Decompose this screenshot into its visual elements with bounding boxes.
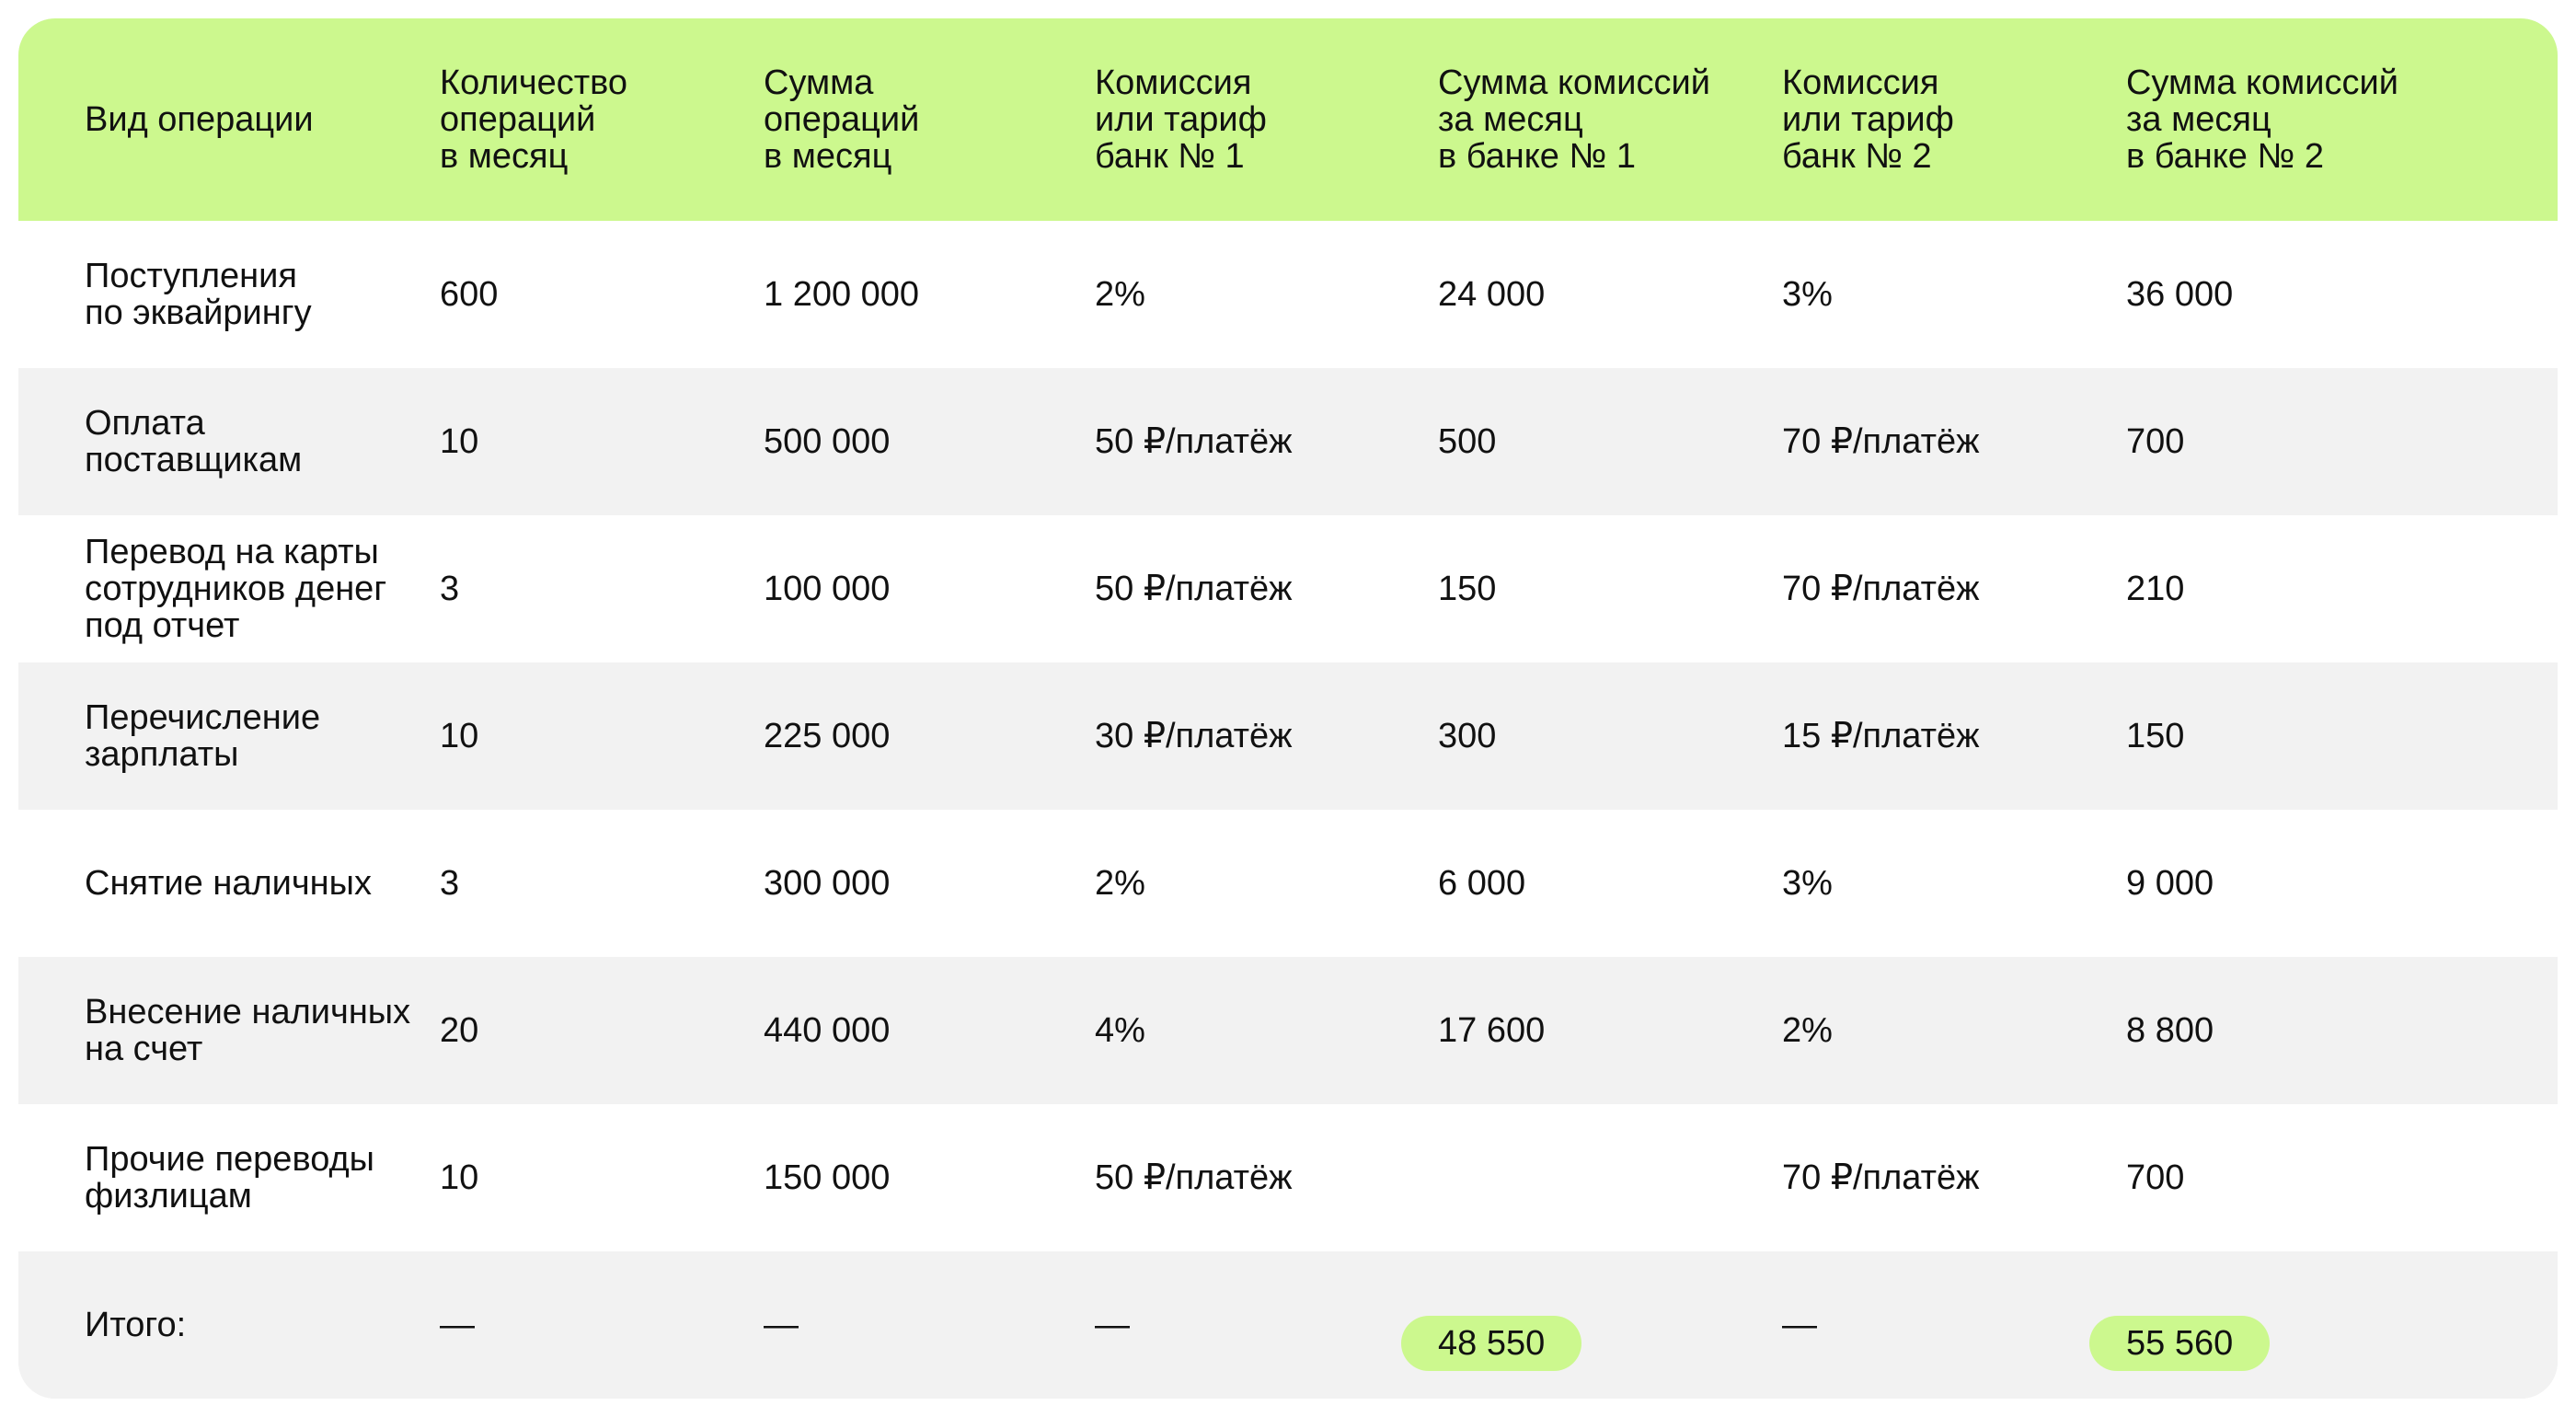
cell-sum: 440 000 <box>764 1011 891 1050</box>
cell-sum: 1 200 000 <box>764 275 920 314</box>
cell-total-bank-2: 8 800 <box>2126 1011 2214 1050</box>
cell-sum: 150 000 <box>764 1158 891 1197</box>
totals-sum: — <box>764 1306 799 1344</box>
cell-fee-bank-1: 2% <box>1095 864 1145 903</box>
header-operation-type: Вид операции <box>85 100 314 139</box>
cell-total-bank-1: 24 000 <box>1438 275 1546 314</box>
cell-fee-bank-2: 70 ₽/платёж <box>1782 570 1980 608</box>
cell-total-bank-2: 9 000 <box>2126 864 2214 903</box>
cell-fee-bank-1: 50 ₽/платёж <box>1095 422 1293 461</box>
cell-total-bank-1: 500 <box>1438 422 1497 461</box>
cell-operation: Внесение наличных на счет <box>85 993 411 1068</box>
total-bank-1-badge: 48 550 <box>1401 1316 1581 1371</box>
totals-total-bank-1-cell <box>1438 1279 1782 1371</box>
header-fee-bank-2: Комиссия или тариф банк № 2 <box>1782 63 1954 176</box>
table-row <box>18 368 2558 515</box>
cell-sum: 225 000 <box>764 717 891 755</box>
cell-fee-bank-2: 3% <box>1782 275 1833 314</box>
cell-fee-bank-2: 70 ₽/платёж <box>1782 1158 1980 1197</box>
totals-row <box>18 1251 2558 1399</box>
cell-sum: 500 000 <box>764 422 891 461</box>
cell-total-bank-2: 150 <box>2126 717 2185 755</box>
cell-count: 10 <box>440 1158 479 1197</box>
cell-fee-bank-1: 50 ₽/платёж <box>1095 1158 1293 1197</box>
totals-total-bank-2-cell <box>2126 1279 2558 1371</box>
table-header <box>18 18 2558 221</box>
cell-total-bank-1: 17 600 <box>1438 1011 1546 1050</box>
cell-operation: Перевод на карты сотрудников денег под отчет <box>85 533 387 645</box>
total-bank-2-badge: 55 560 <box>2089 1316 2270 1371</box>
cell-sum: 300 000 <box>764 864 891 903</box>
header-total-fee-bank-2: Сумма комиссий за месяц в банке № 2 <box>2126 63 2398 176</box>
totals-fee-bank-1: — <box>1095 1306 1130 1344</box>
cell-total-bank-1: 150 <box>1438 570 1497 608</box>
cell-operation: Прочие переводы физлицам <box>85 1140 374 1215</box>
cell-fee-bank-1: 4% <box>1095 1011 1145 1050</box>
cell-operation: Поступления по эквайрингу <box>85 257 312 332</box>
cell-total-bank-2: 700 <box>2126 1158 2185 1197</box>
table-row <box>18 221 2558 368</box>
cell-count: 3 <box>440 864 460 903</box>
cell-sum: 100 000 <box>764 570 891 608</box>
cell-operation: Перечисление зарплаты <box>85 698 321 774</box>
totals-label: Итого: <box>85 1306 187 1344</box>
cell-total-bank-1: 300 <box>1438 717 1497 755</box>
totals-count: — <box>440 1306 475 1344</box>
cell-total-bank-2: 210 <box>2126 570 2185 608</box>
table-row <box>18 662 2558 810</box>
cell-count: 10 <box>440 717 479 755</box>
cell-total-bank-2: 700 <box>2126 422 2185 461</box>
cell-count: 600 <box>440 275 499 314</box>
header-operations-sum: Сумма операций в месяц <box>764 63 920 176</box>
cell-total-bank-2: 36 000 <box>2126 275 2234 314</box>
fee-comparison-table <box>18 18 2558 1399</box>
cell-fee-bank-1: 50 ₽/платёж <box>1095 570 1293 608</box>
cell-total-bank-1: 6 000 <box>1438 864 1526 903</box>
cell-fee-bank-2: 70 ₽/платёж <box>1782 422 1980 461</box>
table-row <box>18 957 2558 1104</box>
cell-operation: Оплата поставщикам <box>85 404 303 479</box>
cell-count: 10 <box>440 422 479 461</box>
cell-count: 3 <box>440 570 460 608</box>
cell-fee-bank-2: 2% <box>1782 1011 1833 1050</box>
header-total-fee-bank-1: Сумма комиссий за месяц в банке № 1 <box>1438 63 1710 176</box>
totals-fee-bank-2: — <box>1782 1306 1817 1344</box>
cell-fee-bank-1: 2% <box>1095 275 1145 314</box>
table-row <box>18 1104 2558 1251</box>
cell-operation: Снятие наличных <box>85 864 372 903</box>
cell-fee-bank-2: 15 ₽/платёж <box>1782 717 1980 755</box>
header-fee-bank-1: Комиссия или тариф банк № 1 <box>1095 63 1267 176</box>
cell-count: 20 <box>440 1011 479 1050</box>
cell-fee-bank-1: 30 ₽/платёж <box>1095 717 1293 755</box>
cell-fee-bank-2: 3% <box>1782 864 1833 903</box>
table-row <box>18 810 2558 957</box>
table-row <box>18 515 2558 662</box>
header-operations-count: Количество операций в месяц <box>440 63 628 176</box>
